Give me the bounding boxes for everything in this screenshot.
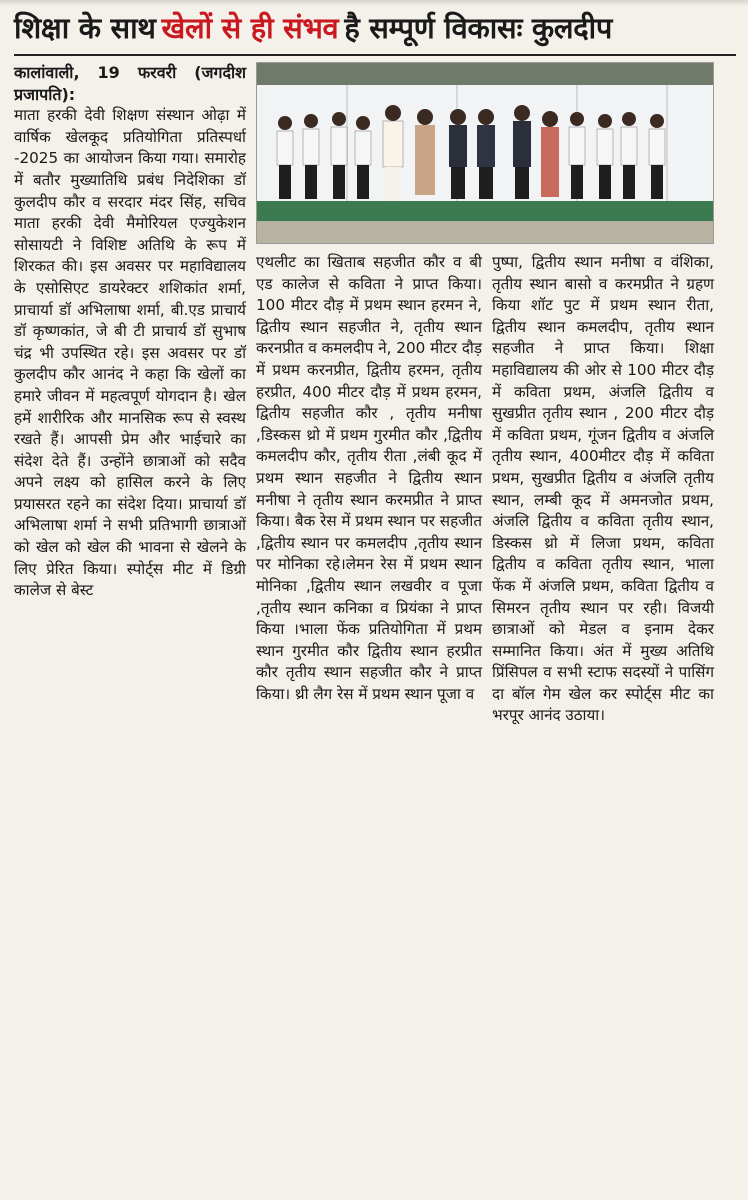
headline-part-1: शिक्षा के साथ [14, 11, 156, 45]
event-photo [256, 62, 714, 244]
column-3-text: पुष्पा, द्वितीय स्थान मनीषा व वंशिका, तृतीय स्थान बासो व करमप्रीत ने ग्रहण किया शॉट पुट में प्रथम स्थान रीता, द्वितीय स्थान कमलदीप, तृतीय स्थान सहजीत ने प्राप्त किया। शिक्षा महाविद्यालय की ओर से 100 मीटर दौड़ में कविता प्रथम, अंजलि द्वितीय व सुखप्रीत तृतीय स्थान , 200 मीटर दौड़ में कविता प्रथम, गूंजन द्वितीय व अंजलि तृतीय स्थान, 400मीटर दौड़ में कविता प्रथम, सुखप्रीत द्वितीय व अंजलि तृतीय स्थान, लम्बी कूद में अमनजोत प्रथम, अंजलि द्वितीय व कविता तृतीय स्थान, डिस्कस थ्रो में लिजा प्रथम, कविता द्वितीय व कविता तृतीय स्थान, भाला फेंक में अंजलि प्रथम, कविता द्वितीय व सिमरन तृतीय स्थान पर रही। विजयी छात्राओं को मेडल व इनाम देकर सम्मानित किया। अंत में मुख्य अतिथि प्रिंसिपल व सभी स्टाफ सदस्यों ने पासिंग दा बॉल गेम खेल कर स्पोर्ट्स मीट का भरपूर आनंद उठाया। [492, 253, 714, 725]
article-column-1 [14, 62, 246, 602]
article-body [14, 62, 736, 1182]
headline-highlight: खेलों से ही संभव [161, 11, 339, 45]
article-headline [14, 8, 736, 48]
event-photo-image [257, 63, 713, 243]
article-column-3 [492, 252, 714, 727]
headline-rule [14, 54, 736, 56]
column-2-text: एथलीट का खिताब सहजीत कौर व बी एड कालेज से कविता ने प्राप्त किया। 100 मीटर दौड़ में प्रथम स्थान हरमन ने, द्वितीय स्थान सहजीत ने, तृतीय स्थान करनप्रीत व कमलदीप ने, 200 मीटर दौड़ में प्रथम करनप्रीत, द्वितीय हरमन, तृतीय हरप्रीत, 400 मीटर दौड़ में प्रथम हरमन, द्वितीय सहजीत कौर , तृतीय मनीषा ,डिस्कस थ्रो में प्रथम गुरमीत कौर ,द्वितीय कमलदीप कौर, तृतीय रीता ,लंबी कूद में प्रथम स्थान सहजीत ने द्वितीय स्थान मनीषा ने तृतीय स्थान करमप्रीत ने प्राप्त किया। बैक रेस में प्रथम स्थान पर सहजीत ,द्वितीय स्थान पर कमलदीप ,तृतीय स्थान पर मोनिका रहे।लेमन रेस में प्रथम स्थान मोनिका ,द्वितीय स्थान लखवीर व पूजा ,तृतीय स्थान कनिका व प्रियंका ने प्राप्त किया ।भाला फेंक प्रतियोगिता में प्रथम स्थान गुरमीत कौर द्वितीय स्थान हरप्रीत कौर तृतीय स्थान सहजीत कौर ने प्राप्त किया। थ्री लैग रेस में प्रथम स्थान पूजा व [256, 253, 482, 703]
dateline: कालांवाली, 19 फरवरी (जगदीश प्रजापति): [14, 63, 246, 104]
column-1-text: माता हरकी देवी शिक्षण संस्थान ओढ़ा में वार्षिक खेलकूद प्रतियोगिता प्रतिस्पर्धा -2025 का आयोजन किया गया। समारोह में बतौर मुख्यातिथि प्रबंध निदेशिका डॉ कुलदीप कौर व सरदार मंदर सिंह, सचिव माता हरकी देवी मैमोरियल एज्युकेशन सोसायटी ने विशिष्ट अतिथि के रूप में शिरकत की। इस अवसर पर महाविद्यालय के एसोसिएट डायरेक्टर शशिकांत शर्मा, प्राचार्या डॉ अभिलाषा शर्मा, बी.एड प्राचार्य डॉ कृष्णकांत, जे बी टी प्राचार्य डॉ सुभाष चंद्र भी उपस्थित रहे। इस अवसर पर डॉ कुलदीप कौर आनंद ने कहा कि खेलों का हमारे जीवन में महत्वपूर्ण योगदान है। खेल हमें शारीरिक और मानसिक रूप से स्वस्थ रखते हैं। आपसी प्रेम और भाईचारे का संदेश देते हैं। उन्होंने छात्राओं को सदैव अपने लक्ष्य को हासिल करने के लिए प्रयासरत रहने का संदेश दिया। प्राचार्या डॉ अभिलाषा शर्मा ने सभी प्रतिभागी छात्राओं को खेल को खेल की भावना से खेलने के लिए प्रेरित किया। स्पोर्ट्स मीट में डिग्री कालेज से बेस्ट [14, 106, 246, 600]
paper-fold [0, 0, 748, 6]
article-column-2 [256, 252, 482, 705]
headline-part-2: है सम्पूर्ण विकासः कुलदीप [344, 11, 613, 45]
